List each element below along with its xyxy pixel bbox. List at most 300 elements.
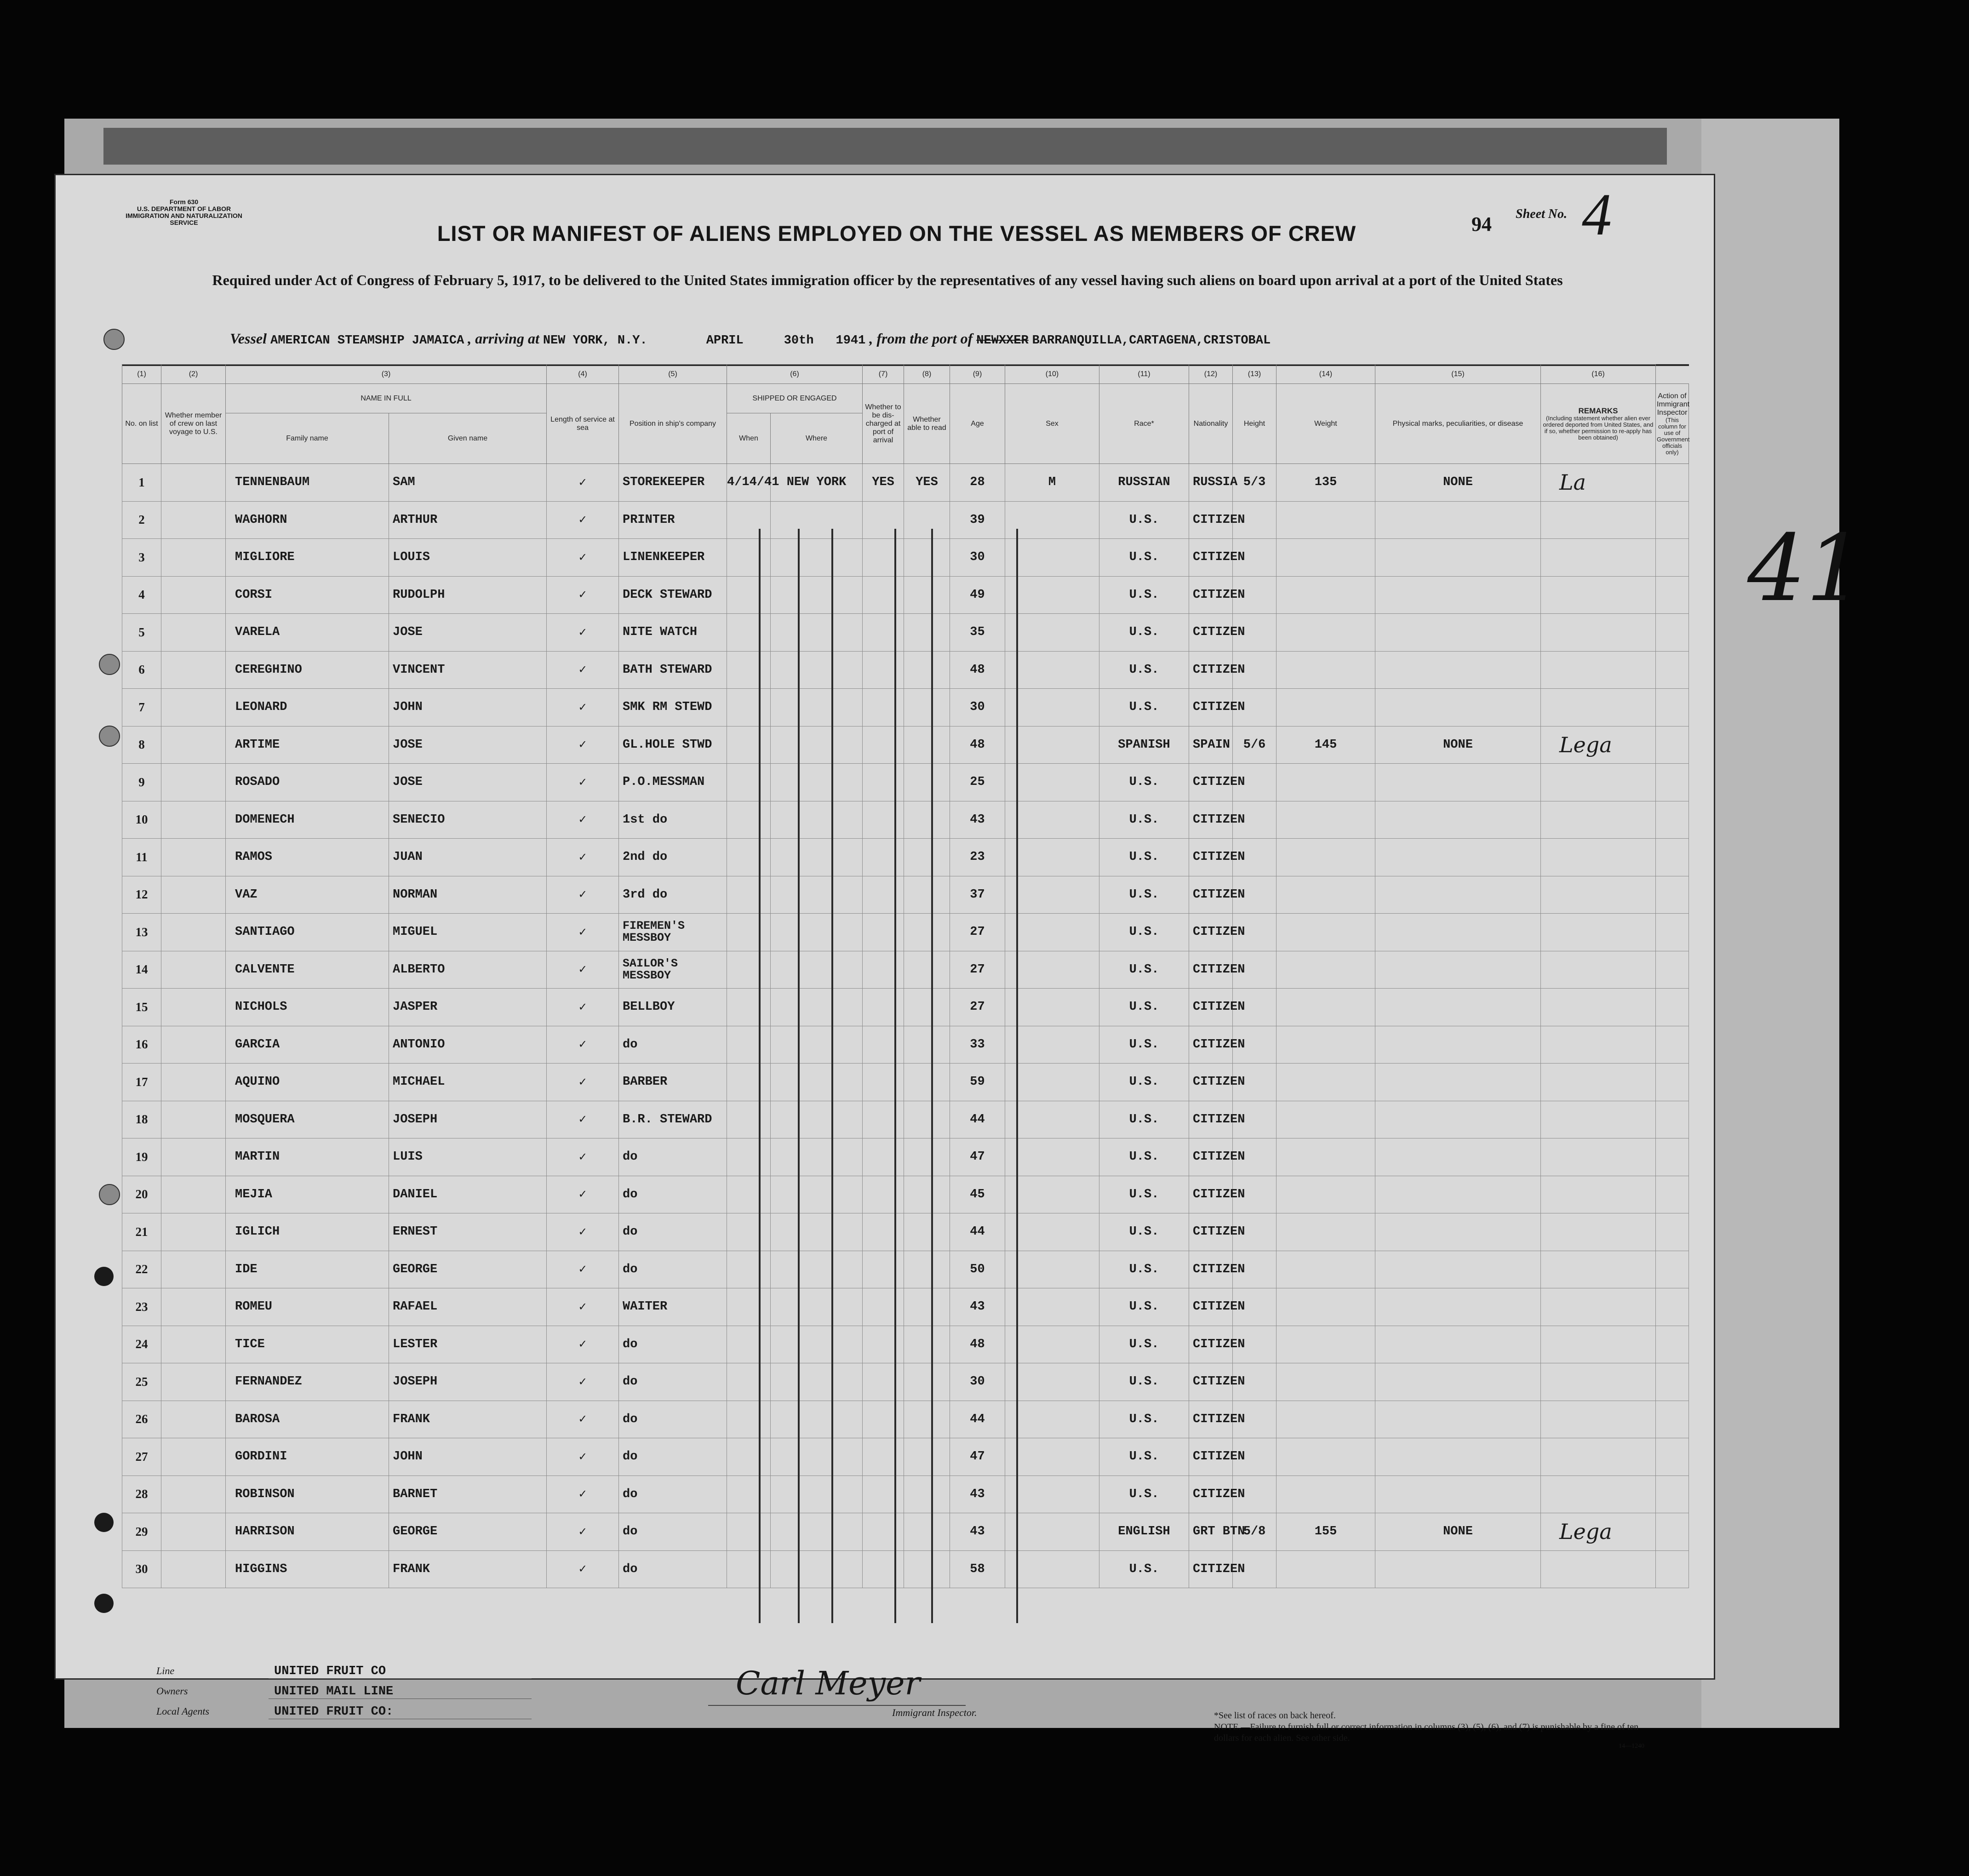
nationality: CITIZEN: [1189, 801, 1233, 839]
shipped-when: [727, 501, 771, 539]
punch-hole: [94, 1513, 114, 1532]
nationality: CITIZEN: [1189, 1213, 1233, 1251]
position: do: [619, 1550, 727, 1588]
service-check: ✓: [547, 1288, 619, 1326]
given-name: ERNEST: [389, 1213, 547, 1251]
ditto-line: [894, 529, 896, 1623]
action-cell: [1656, 1326, 1689, 1363]
physical-marks: [1375, 989, 1541, 1026]
service-check: ✓: [547, 539, 619, 577]
physical-marks: [1375, 1101, 1541, 1138]
weight: 155: [1276, 1513, 1375, 1551]
weight: 145: [1276, 726, 1375, 764]
able-to-read: YES: [904, 464, 950, 502]
row-number: 16: [122, 1026, 161, 1064]
service-check: ✓: [547, 651, 619, 689]
sex: [1005, 1176, 1099, 1213]
signature-rule: [708, 1705, 966, 1706]
action-cell: [1656, 801, 1689, 839]
sex: [1005, 1138, 1099, 1176]
table-row: [122, 1326, 1689, 1363]
remarks: [1541, 1550, 1656, 1588]
given-name: SAM: [389, 464, 547, 502]
row-number: 6: [122, 651, 161, 689]
action-cell: [1656, 876, 1689, 914]
table-row: [122, 1026, 1689, 1064]
discharged: [863, 1064, 904, 1101]
shipped-where: [771, 764, 863, 801]
discharged: [863, 501, 904, 539]
remarks: [1541, 1251, 1656, 1288]
row-number: 12: [122, 876, 161, 914]
given-name: JOSE: [389, 764, 547, 801]
discharged: [863, 951, 904, 989]
shipped-where: [771, 1288, 863, 1326]
shipped-when: [727, 1101, 771, 1138]
position: do: [619, 1138, 727, 1176]
age: 48: [950, 651, 1005, 689]
nationality: CITIZEN: [1189, 1064, 1233, 1101]
colnum: (2): [161, 365, 226, 384]
whether-member-cell: [161, 726, 226, 764]
row-number: 7: [122, 689, 161, 726]
sex: [1005, 1401, 1099, 1438]
shipped-where: [771, 1550, 863, 1588]
race: U.S.: [1099, 1550, 1189, 1588]
position: SMK RM STEWD: [619, 689, 727, 726]
able-to-read: [904, 764, 950, 801]
weight: [1276, 1213, 1375, 1251]
action-cell: [1656, 539, 1689, 577]
able-to-read: [904, 651, 950, 689]
position: do: [619, 1176, 727, 1213]
vessel-name: AMERICAN STEAMSHIP JAMAICA: [270, 334, 464, 348]
from-port-struck: NEWXXER: [976, 334, 1029, 348]
service-check: ✓: [547, 951, 619, 989]
service-check: ✓: [547, 1326, 619, 1363]
weight: [1276, 1101, 1375, 1138]
race: U.S.: [1099, 1251, 1189, 1288]
header-no-on-list: No. on list: [122, 384, 161, 464]
sex: [1005, 914, 1099, 951]
table-header: [122, 365, 1689, 464]
colnum: (6): [727, 365, 863, 384]
remarks: [1541, 651, 1656, 689]
remarks: [1541, 501, 1656, 539]
whether-member-cell: [161, 1401, 226, 1438]
table-row: [122, 501, 1689, 539]
sex: [1005, 689, 1099, 726]
family-name: ROMEU: [226, 1288, 389, 1326]
age: 30: [950, 1363, 1005, 1401]
ditto-line: [798, 529, 800, 1623]
whether-member-cell: [161, 1550, 226, 1588]
row-number: 4: [122, 576, 161, 614]
shipped-where: [771, 539, 863, 577]
height: 5/6: [1233, 726, 1276, 764]
physical-marks: [1375, 1476, 1541, 1513]
action-cell: [1656, 1026, 1689, 1064]
action-cell: [1656, 1101, 1689, 1138]
row-number: 2: [122, 501, 161, 539]
service-check: ✓: [547, 576, 619, 614]
weight: [1276, 1138, 1375, 1176]
department-line-2: IMMIGRATION AND NATURALIZATION SERVICE: [126, 212, 242, 226]
table-row: [122, 464, 1689, 502]
shipped-when: [727, 1213, 771, 1251]
sex: [1005, 1363, 1099, 1401]
whether-member-cell: [161, 839, 226, 876]
header-remarks: [1541, 384, 1656, 464]
sex: M: [1005, 464, 1099, 502]
shipped-when: [727, 951, 771, 989]
nationality: CITIZEN: [1189, 1550, 1233, 1588]
age: 43: [950, 1288, 1005, 1326]
race: U.S.: [1099, 1438, 1189, 1476]
discharged: [863, 1513, 904, 1551]
whether-member-cell: [161, 801, 226, 839]
table-row: [122, 1476, 1689, 1513]
row-number: 21: [122, 1213, 161, 1251]
able-to-read: [904, 1251, 950, 1288]
age: 50: [950, 1251, 1005, 1288]
able-to-read: [904, 1550, 950, 1588]
race: U.S.: [1099, 1363, 1189, 1401]
family-name: HIGGINS: [226, 1550, 389, 1588]
sex: [1005, 1288, 1099, 1326]
given-name: GEORGE: [389, 1251, 547, 1288]
sex: [1005, 1513, 1099, 1551]
race: U.S.: [1099, 1326, 1189, 1363]
remarks: Lega: [1541, 1513, 1656, 1551]
sex: [1005, 839, 1099, 876]
able-to-read: [904, 576, 950, 614]
action-cell: [1656, 689, 1689, 726]
row-number: 26: [122, 1401, 161, 1438]
whether-member-cell: [161, 651, 226, 689]
table-row: [122, 689, 1689, 726]
service-check: ✓: [547, 989, 619, 1026]
service-check: ✓: [547, 1476, 619, 1513]
header-sex: Sex: [1005, 384, 1099, 464]
physical-marks: [1375, 539, 1541, 577]
position: P.O.MESSMAN: [619, 764, 727, 801]
family-name: IDE: [226, 1251, 389, 1288]
family-name: FERNANDEZ: [226, 1363, 389, 1401]
sex: [1005, 501, 1099, 539]
row-number: 27: [122, 1438, 161, 1476]
given-name: JOSEPH: [389, 1363, 547, 1401]
nationality: CITIZEN: [1189, 1438, 1233, 1476]
age: 48: [950, 1326, 1005, 1363]
nationality: CITIZEN: [1189, 576, 1233, 614]
given-name: ANTONIO: [389, 1026, 547, 1064]
table-row: [122, 726, 1689, 764]
punch-hole: [94, 1594, 114, 1613]
family-name: WAGHORN: [226, 501, 389, 539]
position: WAITER: [619, 1288, 727, 1326]
given-name: GEORGE: [389, 1513, 547, 1551]
owners-row: [156, 1685, 532, 1699]
form-subtitle: Required under Act of Congress of February 5, 1917, to be delivered to the United States immigration officer by the representatives of any vessel having such aliens on board upon arrival at a port of the United States: [212, 272, 1563, 288]
header-shipped: SHIPPED OR ENGAGED: [727, 384, 863, 413]
colnum: (15): [1375, 365, 1541, 384]
age: 23: [950, 839, 1005, 876]
family-name: MOSQUERA: [226, 1101, 389, 1138]
family-name: ROSADO: [226, 764, 389, 801]
physical-marks: [1375, 1138, 1541, 1176]
physical-marks: [1375, 876, 1541, 914]
colnum: (4): [547, 365, 619, 384]
action-cell: [1656, 989, 1689, 1026]
weight: [1276, 501, 1375, 539]
remarks: [1541, 914, 1656, 951]
given-name: JOHN: [389, 689, 547, 726]
position: PRINTER: [619, 501, 727, 539]
race: U.S.: [1099, 539, 1189, 577]
physical-marks: [1375, 1550, 1541, 1588]
shipped-when: [727, 726, 771, 764]
family-name: MIGLIORE: [226, 539, 389, 577]
given-name: MIGUEL: [389, 914, 547, 951]
physical-marks: NONE: [1375, 1513, 1541, 1551]
remarks: Lega: [1541, 726, 1656, 764]
row-number: 30: [122, 1550, 161, 1588]
header-nationality: Nationality: [1189, 384, 1233, 464]
nationality: CITIZEN: [1189, 989, 1233, 1026]
weight: [1276, 951, 1375, 989]
position: do: [619, 1026, 727, 1064]
table-row: [122, 1138, 1689, 1176]
whether-member-cell: [161, 1438, 226, 1476]
weight: [1276, 1251, 1375, 1288]
shipped-where: [771, 651, 863, 689]
whether-member-cell: [161, 914, 226, 951]
physical-marks: [1375, 839, 1541, 876]
row-number: 11: [122, 839, 161, 876]
nationality: CITIZEN: [1189, 614, 1233, 652]
shipped-when: [727, 1363, 771, 1401]
age: 27: [950, 914, 1005, 951]
sex: [1005, 651, 1099, 689]
table-row: [122, 951, 1689, 989]
given-name: JUAN: [389, 839, 547, 876]
whether-member-cell: [161, 1138, 226, 1176]
discharged: [863, 1101, 904, 1138]
able-to-read: [904, 1026, 950, 1064]
family-name: DOMENECH: [226, 801, 389, 839]
action-cell: [1656, 576, 1689, 614]
weight: [1276, 1326, 1375, 1363]
discharged: [863, 764, 904, 801]
service-check: ✓: [547, 839, 619, 876]
action-cell: [1656, 1550, 1689, 1588]
whether-member-cell: [161, 1476, 226, 1513]
header-discharged: Whether to be dis-charged at port of arrival: [863, 384, 904, 464]
nationality: GRT BTN: [1189, 1513, 1233, 1551]
shipped-when: [727, 876, 771, 914]
given-name: VINCENT: [389, 651, 547, 689]
whether-member-cell: [161, 1176, 226, 1213]
race: U.S.: [1099, 576, 1189, 614]
race: U.S.: [1099, 914, 1189, 951]
whether-member-cell: [161, 576, 226, 614]
service-check: ✓: [547, 501, 619, 539]
shipped-where: [771, 689, 863, 726]
family-name: CORSI: [226, 576, 389, 614]
colnum: (14): [1276, 365, 1375, 384]
whether-member-cell: [161, 464, 226, 502]
whether-member-cell: [161, 1213, 226, 1251]
action-cell: [1656, 1251, 1689, 1288]
weight: [1276, 914, 1375, 951]
from-port: BARRANQUILLA,CARTAGENA,CRISTOBAL: [1032, 334, 1271, 348]
sex: [1005, 1326, 1099, 1363]
given-name: MICHAEL: [389, 1064, 547, 1101]
weight: [1276, 1064, 1375, 1101]
header-action: [1656, 384, 1689, 464]
table-row: [122, 1064, 1689, 1101]
shipped-where: [771, 576, 863, 614]
shipped-where: [771, 914, 863, 951]
age: 30: [950, 539, 1005, 577]
remarks: [1541, 1288, 1656, 1326]
shipped-where: [771, 1438, 863, 1476]
header-race: Race*: [1099, 384, 1189, 464]
shipped-where: [771, 1026, 863, 1064]
nationality: CITIZEN: [1189, 1176, 1233, 1213]
sex: [1005, 576, 1099, 614]
position: DECK STEWARD: [619, 576, 727, 614]
sheet-label: Sheet No.: [1516, 207, 1567, 221]
colnum: (16): [1541, 365, 1656, 384]
header-when: When: [727, 413, 771, 464]
given-name: DANIEL: [389, 1176, 547, 1213]
row-number: 15: [122, 989, 161, 1026]
discharged: [863, 839, 904, 876]
header-height: Height: [1233, 384, 1276, 464]
row-number: 18: [122, 1101, 161, 1138]
family-name: ARTIME: [226, 726, 389, 764]
table-row: [122, 1401, 1689, 1438]
arrival-month: APRIL: [706, 334, 744, 348]
position: GL.HOLE STWD: [619, 726, 727, 764]
whether-member-cell: [161, 1288, 226, 1326]
age: 45: [950, 1176, 1005, 1213]
shipped-when: [727, 689, 771, 726]
nationality: CITIZEN: [1189, 1401, 1233, 1438]
colnum: (10): [1005, 365, 1099, 384]
remarks: [1541, 1176, 1656, 1213]
physical-marks: [1375, 651, 1541, 689]
family-name: AQUINO: [226, 1064, 389, 1101]
table-row: [122, 801, 1689, 839]
able-to-read: [904, 951, 950, 989]
age: 47: [950, 1138, 1005, 1176]
shipped-when: [727, 1326, 771, 1363]
remarks: [1541, 539, 1656, 577]
weight: [1276, 1026, 1375, 1064]
action-title: Action of Immigrant Inspector: [1657, 392, 1690, 417]
position: do: [619, 1363, 727, 1401]
weight: [1276, 801, 1375, 839]
physical-marks: [1375, 951, 1541, 989]
family-name: NICHOLS: [226, 989, 389, 1026]
age: 44: [950, 1101, 1005, 1138]
physical-marks: [1375, 576, 1541, 614]
shipped-where: [771, 1513, 863, 1551]
action-cell: [1656, 1213, 1689, 1251]
form-number: Form 630: [169, 198, 199, 206]
colnum: (1): [122, 365, 161, 384]
row-number: 24: [122, 1326, 161, 1363]
race: U.S.: [1099, 1064, 1189, 1101]
able-to-read: [904, 914, 950, 951]
given-name: JOHN: [389, 1438, 547, 1476]
discharged: [863, 1288, 904, 1326]
service-check: ✓: [547, 1363, 619, 1401]
shipped-where: [771, 1064, 863, 1101]
shipped-where: [771, 1363, 863, 1401]
shipped-when: [727, 1513, 771, 1551]
shipped-where: [771, 501, 863, 539]
table-row: [122, 989, 1689, 1026]
race: U.S.: [1099, 1401, 1189, 1438]
given-name: NORMAN: [389, 876, 547, 914]
age: 30: [950, 689, 1005, 726]
able-to-read: [904, 501, 950, 539]
discharged: [863, 651, 904, 689]
family-name: LEONARD: [226, 689, 389, 726]
discharged: [863, 989, 904, 1026]
whether-member-cell: [161, 1101, 226, 1138]
discharged: [863, 1251, 904, 1288]
row-number: 14: [122, 951, 161, 989]
remarks: [1541, 614, 1656, 652]
able-to-read: [904, 1401, 950, 1438]
position: 1st do: [619, 801, 727, 839]
service-check: ✓: [547, 764, 619, 801]
given-name: JOSE: [389, 614, 547, 652]
header-able-to-read: Whether able to read: [904, 384, 950, 464]
family-name: TENNENBAUM: [226, 464, 389, 502]
back-sheet-tab: [103, 128, 1667, 165]
action-cell: [1656, 1438, 1689, 1476]
family-name: MEJIA: [226, 1176, 389, 1213]
owners-value: UNITED MAIL LINE: [269, 1685, 532, 1699]
service-check: ✓: [547, 1438, 619, 1476]
whether-member-cell: [161, 1251, 226, 1288]
whether-member-cell: [161, 1513, 226, 1551]
shipped-when: [727, 1476, 771, 1513]
shipped-when: [727, 914, 771, 951]
able-to-read: [904, 1438, 950, 1476]
punch-hole: [94, 1267, 114, 1286]
discharged: YES: [863, 464, 904, 502]
punch-hole: [103, 329, 125, 350]
header-where: Where: [771, 413, 863, 464]
shipped-when: 4/14/41: [727, 464, 771, 502]
shipped-where: [771, 614, 863, 652]
row-number: 5: [122, 614, 161, 652]
sex: [1005, 539, 1099, 577]
nationality: CITIZEN: [1189, 1363, 1233, 1401]
discharged: [863, 1176, 904, 1213]
row-number: 23: [122, 1288, 161, 1326]
remarks: [1541, 1064, 1656, 1101]
position: 2nd do: [619, 839, 727, 876]
page-number: 94: [1471, 213, 1492, 235]
